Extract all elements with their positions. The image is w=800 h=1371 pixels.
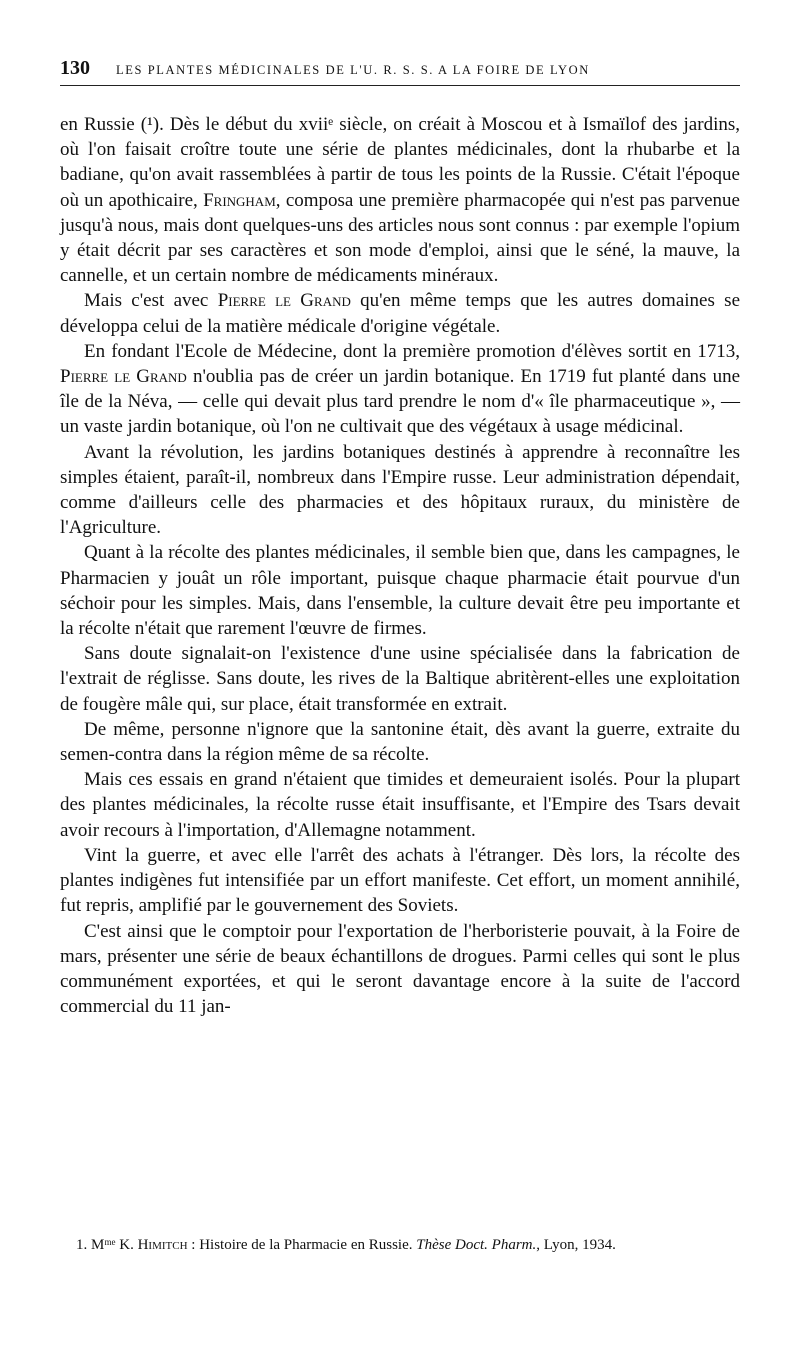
footnote-author: Mᵐᵉ K. Himitch <box>91 1237 188 1253</box>
paragraph-text: En fondant l'Ecole de Médecine, dont la première promotion d'élèves sortit en 1713, <box>84 340 740 362</box>
paragraph: Mais ces essais en grand n'étaient que timides et demeuraient isolés. Pour la plupart des plantes médicinales, la récolte russe était insuffisante, et l'Empire des Tsars devait avoir recours à l'importation, d'Allemagne notamment. <box>60 769 740 841</box>
paragraph-text: qu'en même temps que les autres domaines se développa celui de la matière médicale d'origine végétale. <box>60 290 741 337</box>
person-name: Pierre le Grand <box>60 366 187 388</box>
footnotes <box>60 1235 740 1255</box>
paragraph: C'est ainsi que le comptoir pour l'exportation de l'herboristerie pouvait, à la Foire de mars, présenter une série de beaux échantillons de drogues. Parmi celles qui sont le plus communément exportées, et qui le seront davantage encore à la suite de l'accord commercial du 11 jan- <box>60 920 740 1018</box>
paragraph <box>60 112 740 288</box>
page-number: 130 <box>60 57 90 79</box>
person-name: Pierre le Grand <box>217 290 351 312</box>
paragraph: Vint la guerre, et avec elle l'arrêt des achats à l'étranger. Dès lors, la récolte des plantes indigènes fut intensifiée par un effort manifeste. Cet effort, un moment annihilé, fut repris, amplifié par le gouvernement des Soviets. <box>60 844 740 917</box>
footnote-publication: Thèse Doct. Pharm. <box>416 1237 537 1253</box>
paragraph <box>60 339 740 440</box>
paragraph: De même, personne n'ignore que la santonine était, dès avant la guerre, extraite du semen-contra dans la région même de sa récolte. <box>60 718 740 766</box>
running-title: LES PLANTES MÉDICINALES DE L'U. R. S. S. A LA FOIRE DE LYON <box>116 63 590 77</box>
footnote-number: 1. <box>76 1237 88 1253</box>
paragraph-text: n'oublia pas de créer un jardin botanique. En 1719 fut planté dans une île de la Néva, — celle qui devait plus tard prendre le nom d'« île pharmaceutique », — un vaste jardin botanique, où l'on ne cultivait que des végétaux à usage médicinal. <box>60 366 741 438</box>
person-name: Fringham <box>203 189 276 211</box>
paragraph-text: , composa une première pharmacopée qui n'est pas parvenue jusqu'à nous, mais dont quelques-uns des articles nous sont connus : par exemple l'opium y était décrit par ses caractères et son mode d'emploi, ainsi que le séné, la mauve, la cannelle, et un certain nombre de médicaments minéraux. <box>60 189 740 287</box>
running-header <box>60 57 740 86</box>
paragraph: Quant à la récolte des plantes médicinales, il semble bien que, dans les campagnes, le Pharmacien y jouât un rôle important, puisque chaque pharmacie était pourvue d'un séchoir pour les simples. Mais, dans l'ensemble, la culture devait être peu importante et la récolte n'était que rarement l'œuvre de firmes. <box>60 542 740 640</box>
footnote-tail: , Lyon, 1934. <box>536 1237 616 1253</box>
paragraph-text: en Russie (¹). Dès le début du xviiᵉ siècle, on créait à Moscou et à Ismaïlof des jardins, où l'on faisait croître toute une série de plantes médicinales, dont la rhubarbe et la badiane, qu'on avait rassemblées à partir de tous les points de la Russie. C'était l'époque où un apothicaire, <box>60 114 740 211</box>
paragraph-text: Mais c'est avec <box>84 290 218 312</box>
body-text <box>60 112 740 1019</box>
paragraph <box>60 288 740 338</box>
paragraph: Avant la révolution, les jardins botaniques destinés à apprendre à reconnaître les simples étaient, paraît-il, nombreux dans l'Empire russe. Leur administration dépendait, comme d'ailleurs celle des pharmacies et des hôpitaux ruraux, du ministère de l'Agriculture. <box>60 441 740 539</box>
paragraph: Sans doute signalait-on l'existence d'une usine spécialisée dans la fabrication de l'extrait de réglisse. Sans doute, les rives de la Baltique abritèrent-elles une exploitation de fougère mâle qui, sur place, était transformée en extrait. <box>60 643 740 715</box>
footnote <box>60 1235 740 1255</box>
footnote-text: : Histoire de la Pharmacie en Russie. <box>187 1237 417 1253</box>
